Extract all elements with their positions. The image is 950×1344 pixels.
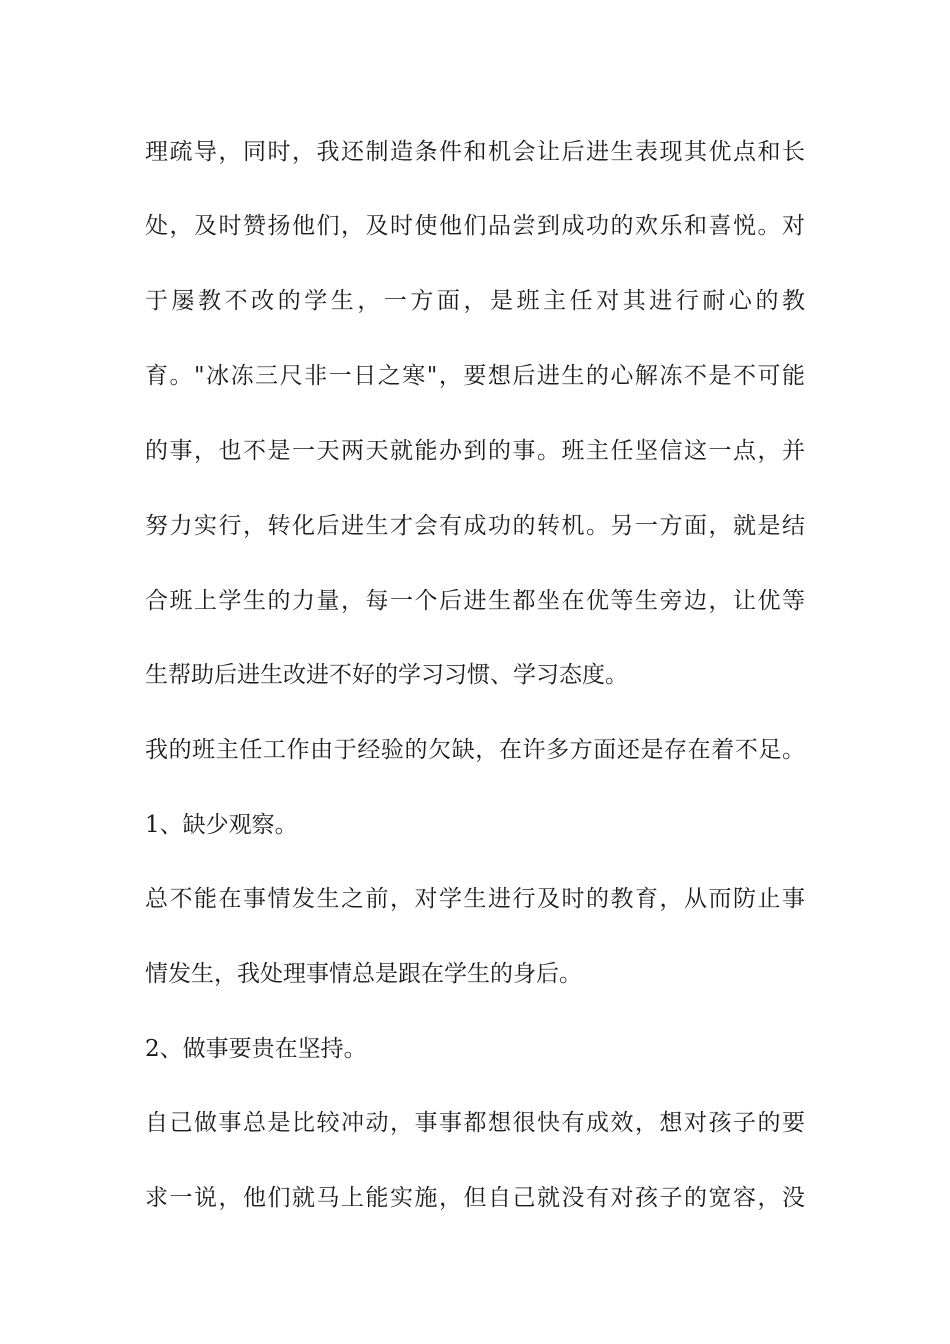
text-line-12: 情发生，我处理事情总是跟在学生的身后。 xyxy=(145,961,582,987)
heading-item-2: 2、做事要贵在坚持。 xyxy=(145,1036,367,1062)
text-line-11: 总不能在事情发生之前，对学生进行及时的教育，从而防止事 xyxy=(145,886,805,912)
text-line-3: 于屡教不改的学生，一方面，是班主任对其进行耐心的教 xyxy=(145,288,805,314)
text-line-1: 理疏导，同时，我还制造条件和机会让后进生表现其优点和长 xyxy=(145,139,805,165)
text-line-7: 合班上学生的力量，每一个后进生都坐在优等生旁边，让优等 xyxy=(145,588,805,614)
text-line-9: 我的班主任工作由于经验的欠缺，在许多方面还是存在着不足。 xyxy=(145,737,805,763)
text-line-2: 处，及时赞扬他们，及时使他们品尝到成功的欢乐和喜悦。对 xyxy=(145,213,805,239)
text-line-14: 自己做事总是比较冲动，事事都想很快有成效，想对孩子的要 xyxy=(145,1110,805,1136)
text-line-6: 努力实行，转化后进生才会有成功的转机。另一方面，就是结 xyxy=(145,513,805,539)
text-line-5: 的事，也不是一天两天就能办到的事。班主任坚信这一点，并 xyxy=(145,438,805,464)
text-line-15: 求一说，他们就马上能实施，但自己就没有对孩子的宽容，没 xyxy=(145,1185,805,1211)
text-line-4: 育。"冰冻三尺非一日之寒"，要想后进生的心解冻不是不可能 xyxy=(145,363,805,389)
text-line-8: 生帮助后进生改进不好的学习习惯、学习态度。 xyxy=(145,662,628,688)
heading-item-1: 1、缺少观察。 xyxy=(145,812,298,838)
